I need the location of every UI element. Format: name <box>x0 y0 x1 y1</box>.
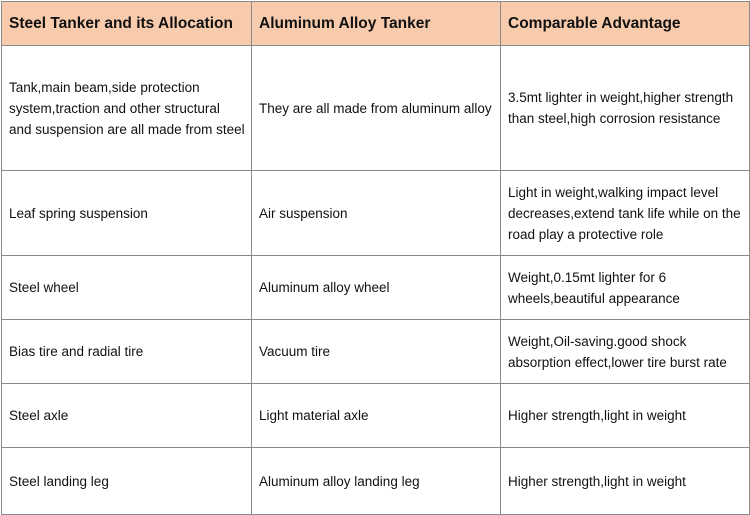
comparison-table <box>1 1 750 515</box>
steel-cell: Steel wheel <box>2 256 252 320</box>
table-header-row <box>2 2 750 46</box>
aluminum-cell: Light material axle <box>252 384 501 448</box>
table-row <box>2 171 750 256</box>
header-comparable-advantage: Comparable Advantage <box>501 2 750 46</box>
advantage-cell: Weight,0.15mt lighter for 6 wheels,beautiful appearance <box>501 256 750 320</box>
steel-cell: Steel landing leg <box>2 448 252 515</box>
header-steel-tanker: Steel Tanker and its Allocation <box>2 2 252 46</box>
table-row <box>2 320 750 384</box>
advantage-cell: Higher strength,light in weight <box>501 448 750 515</box>
table-row <box>2 448 750 515</box>
table-row <box>2 46 750 171</box>
advantage-cell: Higher strength,light in weight <box>501 384 750 448</box>
steel-cell: Leaf spring suspension <box>2 171 252 256</box>
table-row <box>2 384 750 448</box>
comparison-table-wrapper <box>1 1 750 515</box>
aluminum-cell: Vacuum tire <box>252 320 501 384</box>
steel-cell: Steel axle <box>2 384 252 448</box>
advantage-cell: 3.5mt lighter in weight,higher strength than steel,high corrosion resistance <box>501 46 750 171</box>
steel-cell: Bias tire and radial tire <box>2 320 252 384</box>
advantage-cell: Weight,Oil-saving.good shock absorption effect,lower tire burst rate <box>501 320 750 384</box>
advantage-cell: Light in weight,walking impact level decreases,extend tank life while on the road play a protective role <box>501 171 750 256</box>
header-aluminum-tanker: Aluminum Alloy Tanker <box>252 2 501 46</box>
aluminum-cell: Aluminum alloy wheel <box>252 256 501 320</box>
aluminum-cell: Aluminum alloy landing leg <box>252 448 501 515</box>
aluminum-cell: They are all made from aluminum alloy <box>252 46 501 171</box>
steel-cell: Tank,main beam,side protection system,traction and other structural and suspension are all made from steel <box>2 46 252 171</box>
table-row <box>2 256 750 320</box>
aluminum-cell: Air suspension <box>252 171 501 256</box>
